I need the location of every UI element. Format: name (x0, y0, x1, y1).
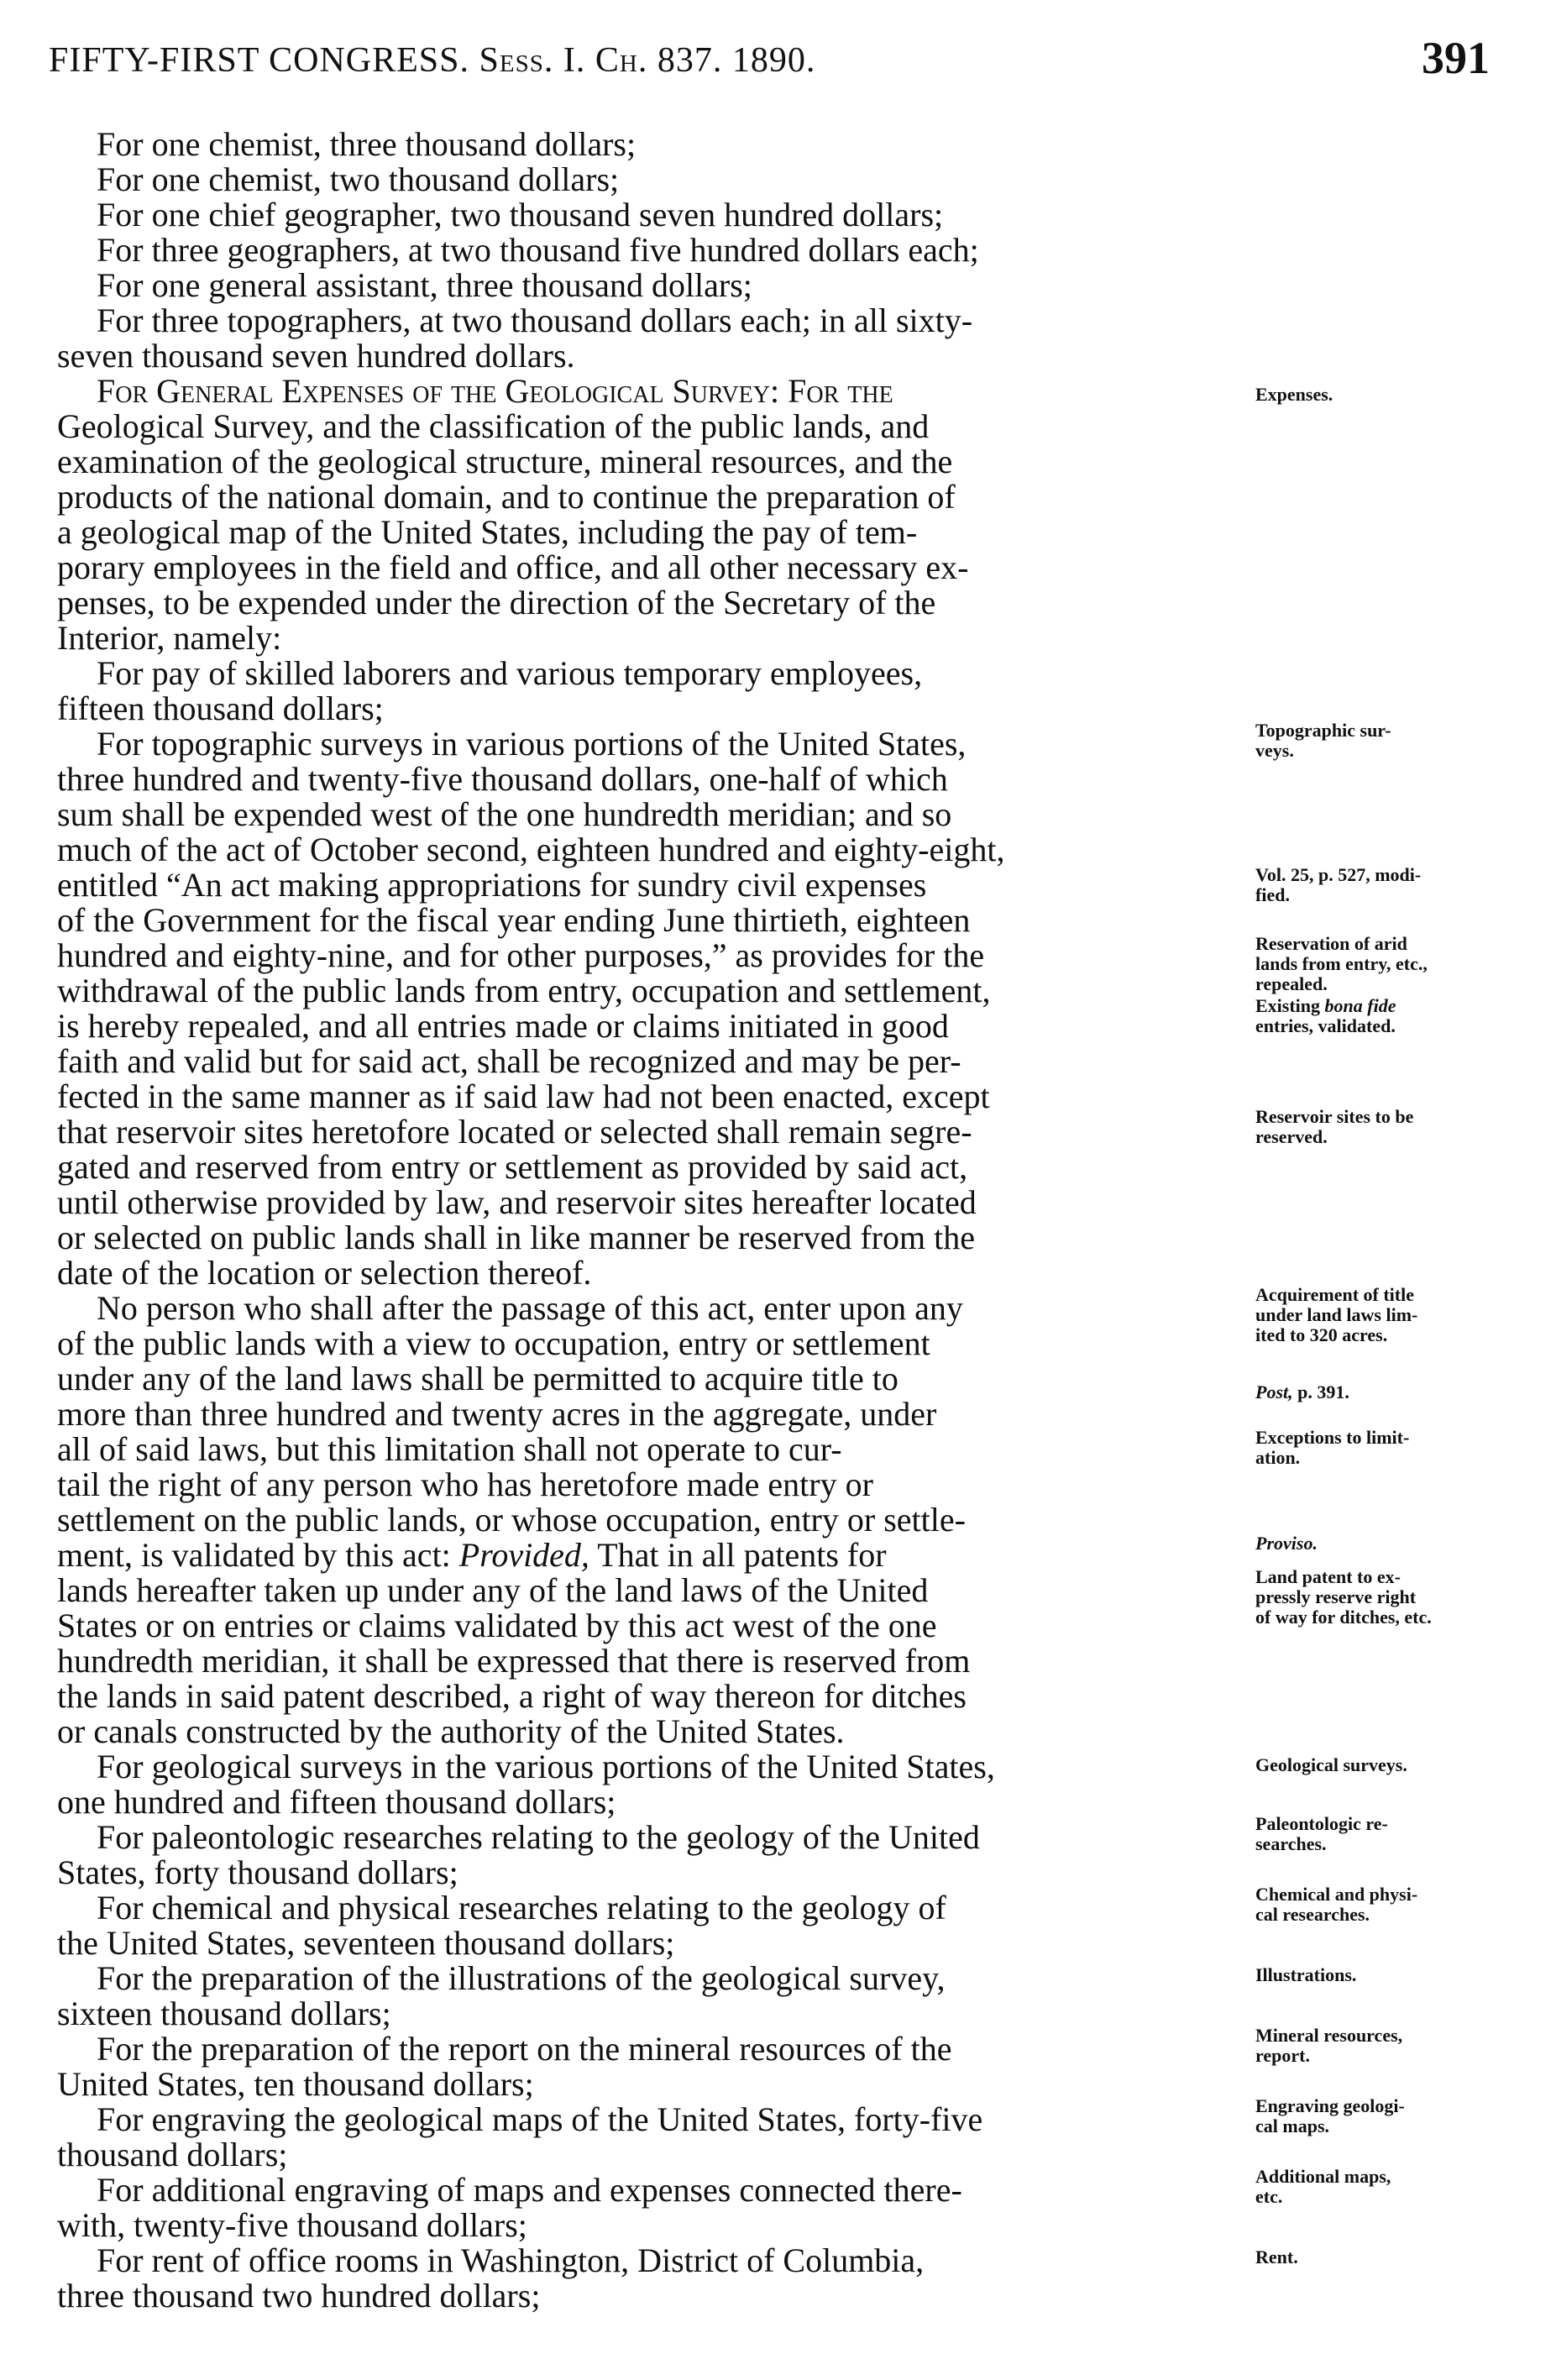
margin-note-bona-fide-b: bona fide (1324, 995, 1396, 1016)
text-line: seven thousand seven hundred dollars. (57, 337, 575, 375)
text-line: For paleontologic researches relating to the geology of the United (97, 1818, 980, 1856)
margin-note-exceptions: Exceptions to limit- (1255, 1427, 1410, 1448)
proviso-line (57, 1537, 887, 1574)
margin-note-additional-maps: etc. (1255, 2186, 1283, 2207)
text-line: withdrawal of the public lands from entry, occupation and settlement, (57, 972, 991, 1009)
margin-note-acquirement: ited to 320 acres. (1255, 1324, 1388, 1345)
text-line: of the public lands with a view to occupation, entry or settlement (57, 1324, 930, 1362)
text-line: that reservoir sites heretofore located or selected shall remain segre- (57, 1113, 972, 1151)
text-line: settlement on the public lands, or whose occupation, entry or settle- (57, 1501, 966, 1539)
margin-note-geological: Geological surveys. (1255, 1754, 1407, 1775)
text-line: examination of the geological structure, mineral resources, and the (57, 443, 953, 480)
text-line: For one chief geographer, two thousand seven hundred dollars; (97, 196, 944, 233)
text-line: three hundred and twenty-five thousand dollars, one-half of which (57, 760, 948, 798)
margin-note-bona-fide (1255, 996, 1396, 1016)
margin-note-engraving: cal maps. (1255, 2115, 1329, 2136)
text-line: For the preparation of the illustrations of the geological survey, (97, 1959, 946, 1997)
proviso-line-start: ment, is validated by this act: (57, 1536, 451, 1574)
header-session: Sess. I. (479, 41, 586, 80)
proviso-line-end: That in all patents for (597, 1536, 887, 1574)
proviso-word: Provided, (458, 1536, 589, 1574)
text-line: For rent of office rooms in Washington, District of Columbia, (97, 2241, 925, 2279)
text-line: porary employees in the field and office, and all other necessary ex- (57, 548, 969, 586)
text-line: States, forty thousand dollars; (57, 1853, 458, 1891)
header-year: 1890. (731, 41, 816, 80)
text-line: entitled “An act making appropriations for sundry civil expenses (57, 866, 927, 904)
text-line: For one chemist, two thousand dollars; (97, 160, 620, 198)
margin-note-acquirement: Acquirement of title (1255, 1284, 1414, 1305)
margin-note-post-a: Post, (1255, 1381, 1293, 1402)
margin-note-post-b: p. 391. (1297, 1381, 1349, 1402)
text-line: For geological surveys in the various portions of the United States, (97, 1748, 995, 1785)
text-line: three thousand two hundred dollars; (57, 2277, 541, 2314)
text-line: Geological Survey, and the classification of the public lands, and (57, 407, 930, 445)
text-line: fifteen thousand dollars; (57, 689, 384, 727)
running-header (49, 32, 1490, 91)
text-line: penses, to be expended under the direction of the Secretary of the (57, 584, 936, 621)
margin-note-acquirement: under land laws lim- (1255, 1304, 1418, 1325)
text-line: For the preparation of the report on the mineral resources of the (97, 2030, 952, 2068)
text-line: hundred and eighty-nine, and for other purposes,” as provides for the (57, 936, 985, 974)
text-line: For engraving the geological maps of the United States, forty-five (97, 2100, 983, 2138)
margin-note-bona-fide-a: Existing (1255, 995, 1321, 1016)
text-line: more than three hundred and twenty acres in the aggregate, under (57, 1395, 937, 1433)
text-line: much of the act of October second, eighteen hundred and eighty-eight, (57, 831, 1005, 868)
text-line: of the Government for the fiscal year ending June thirtieth, eighteen (57, 901, 971, 939)
margin-note-rent: Rent. (1255, 2246, 1298, 2267)
text-line: with, twenty-five thousand dollars; (57, 2206, 527, 2244)
text-line: gated and reserved from entry or settlement as provided by said act, (57, 1148, 968, 1186)
text-line: until otherwise provided by law, and reservoir sites hereafter located (57, 1183, 977, 1221)
text-line: or selected on public lands shall in like manner be reserved from the (57, 1219, 975, 1256)
header-citation (49, 40, 815, 81)
margin-note-additional-maps: Additional maps, (1255, 2166, 1391, 2187)
margin-note-vol25: Vol. 25, p. 527, modi- (1255, 864, 1422, 885)
text-line: For topographic surveys in various portions of the United States, (97, 725, 967, 763)
text-line: the United States, seventeen thousand dollars; (57, 1924, 675, 1962)
text-line: thousand dollars; (57, 2136, 288, 2173)
text-line: sum shall be expended west of the one hundredth meridian; and so (57, 795, 952, 833)
margin-note-mineral: report. (1255, 2045, 1310, 2066)
margin-note-reservation: repealed. (1255, 973, 1328, 994)
text-line: under any of the land laws shall be permitted to acquire title to (57, 1360, 898, 1397)
page-number: 391 (1422, 33, 1490, 83)
text-line: faith and valid but for said act, shall be recognized and may be per- (57, 1042, 961, 1080)
margin-note-vol25: fied. (1255, 884, 1290, 905)
margin-note-land-patent: of way for ditches, etc. (1255, 1607, 1432, 1628)
header-chapter: Ch. 837. (595, 41, 723, 80)
margin-note-chemical: Chemical and physi- (1255, 1884, 1418, 1905)
margin-note-engraving: Engraving geologi- (1255, 2095, 1405, 2116)
text-line: products of the national domain, and to continue the preparation of (57, 478, 956, 516)
margin-note-land-patent: pressly reserve right (1255, 1586, 1417, 1607)
text-line: sixteen thousand dollars; (57, 1995, 391, 2032)
text-line: or canals constructed by the authority of the United States. (57, 1712, 845, 1750)
text-line: date of the location or selection thereof. (57, 1254, 592, 1292)
text-line: lands hereafter taken up under any of the land laws of the United (57, 1571, 929, 1609)
margin-note-reservation: Reservation of arid (1255, 933, 1407, 954)
margin-note-exceptions: ation. (1255, 1447, 1301, 1468)
text-line: For additional engraving of maps and expenses connected there- (97, 2171, 962, 2209)
text-line: all of said laws, but this limitation shall not operate to cur- (57, 1430, 842, 1468)
margin-note-paleontologic: Paleontologic re- (1255, 1813, 1388, 1834)
margin-note-land-patent: Land patent to ex- (1255, 1566, 1401, 1587)
margin-note-proviso: Proviso. (1255, 1533, 1318, 1554)
margin-note-paleontologic: searches. (1255, 1833, 1327, 1854)
text-line: one hundred and fifteen thousand dollars; (57, 1783, 616, 1821)
header-congress: FIFTY-FIRST CONGRESS. (49, 41, 470, 80)
margin-note-expenses: Expenses. (1255, 384, 1333, 405)
margin-note-reservoir: Reservoir sites to be (1255, 1106, 1414, 1127)
text-line: is hereby repealed, and all entries made or claims initiated in good (57, 1007, 949, 1045)
text-line: For chemical and physical researches relating to the geology of (97, 1889, 946, 1927)
margin-note-bona-fide: entries, validated. (1255, 1015, 1396, 1036)
text-line: United States, ten thousand dollars; (57, 2065, 534, 2103)
text-line: For three geographers, at two thousand five hundred dollars each; (97, 231, 979, 269)
margin-note-topographic: Topographic sur- (1255, 720, 1391, 741)
margin-note-illustrations: Illustrations. (1255, 1964, 1357, 1985)
text-line: tail the right of any person who has heretofore made entry or (57, 1465, 873, 1503)
margin-note-chemical: cal researches. (1255, 1904, 1370, 1925)
margin-note-reservation: lands from entry, etc., (1255, 953, 1428, 974)
text-line: For three topographers, at two thousand dollars each; in all sixty- (97, 301, 973, 339)
text-line: fected in the same manner as if said law had not been enacted, except (57, 1077, 990, 1115)
section-heading-line: For General Expenses of the Geological Survey: For the (97, 372, 893, 410)
text-line: For pay of skilled laborers and various temporary employees, (97, 654, 923, 692)
margin-note-topographic: veys. (1255, 740, 1294, 761)
margin-note-reservoir: reserved. (1255, 1126, 1328, 1147)
margin-note-mineral: Mineral resources, (1255, 2025, 1403, 2046)
text-line: States or on entries or claims validated by this act west of the one (57, 1607, 937, 1644)
text-line: a geological map of the United States, including the pay of tem- (57, 513, 918, 551)
text-line: For one chemist, three thousand dollars; (97, 125, 637, 163)
text-line: Interior, namely: (57, 619, 282, 657)
text-line: the lands in said patent described, a right of way thereon for ditches (57, 1677, 967, 1715)
text-line: hundredth meridian, it shall be expressed that there is reserved from (57, 1642, 971, 1680)
text-line: For one general assistant, three thousand dollars; (97, 266, 752, 304)
margin-note-post (1255, 1382, 1349, 1402)
text-line: No person who shall after the passage of this act, enter upon any (97, 1289, 963, 1327)
